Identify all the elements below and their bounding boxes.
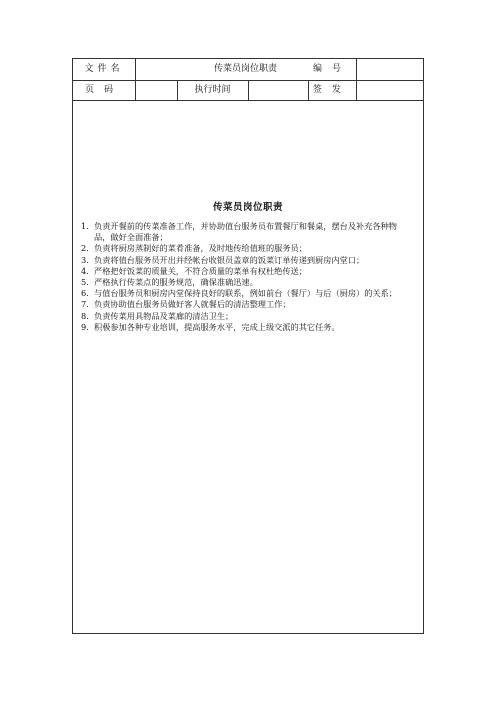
list-item (81, 311, 413, 322)
list-item (81, 221, 413, 243)
list-item (81, 266, 413, 277)
duty-text: 负责将厨房蒸制好的菜肴准备，及时地传给值班的服务员； (94, 243, 307, 254)
duty-text: 严格执行传菜点的服务规范，确保准确迅速。 (94, 277, 258, 288)
col-divider (356, 59, 357, 100)
duty-number: 3. (81, 254, 89, 265)
duty-number: 1. (81, 221, 89, 231)
list-item (81, 277, 413, 288)
duty-list (81, 221, 413, 333)
duty-number: 6. (81, 288, 89, 299)
list-item (81, 322, 413, 333)
col-divider (248, 80, 249, 100)
duty-text: 负责传菜用具物品及菜廊的清洁卫生； (94, 310, 234, 321)
list-item (81, 255, 413, 266)
content-area (73, 101, 423, 633)
duty-text: 与值台服务员和厨房内堂保持良好的联系，例如前台（餐厅）与后（厨房）的关系； (94, 288, 397, 299)
duty-text: 积极参加各种专业培训，提高服务水平，完成上级交派的其它任务。 (94, 321, 340, 332)
list-item (81, 299, 413, 310)
code-label: 编号 (312, 64, 351, 74)
doc-name-label: 文件名 (84, 64, 124, 74)
duty-text: 负责开餐前的传菜准备工作，并协助值台服务员布置餐厅和餐桌，摆台及补充各种物品，做好全面准备； (94, 221, 397, 243)
doc-name-value: 传菜员岗位职责 (213, 64, 277, 74)
duty-number: 7. (81, 299, 89, 310)
sign-label: 签发 (312, 85, 351, 95)
duty-number: 5. (81, 277, 89, 288)
page-title: 传菜员岗位职责 (212, 202, 283, 213)
duty-number: 2. (81, 243, 89, 254)
duty-number: 4. (81, 265, 89, 276)
list-item (81, 288, 413, 299)
duty-number: 8. (81, 310, 89, 321)
duty-text: 负责将值台服务员开出并经帐台收银员盖章的饭菜订单传递到厨房内堂口； (94, 254, 365, 265)
duty-text: 负责协助值台服务员做好客人就餐后的清洁整理工作； (94, 299, 291, 310)
list-item (81, 243, 413, 254)
document-table (72, 58, 424, 634)
duty-text: 严格把好饭菜的质量关，不符合质量的菜单有权杜绝传送； (94, 265, 307, 276)
page-label: 页码 (84, 85, 123, 95)
exec-time-label: 执行时间 (194, 85, 231, 95)
duty-number: 9. (81, 321, 89, 332)
